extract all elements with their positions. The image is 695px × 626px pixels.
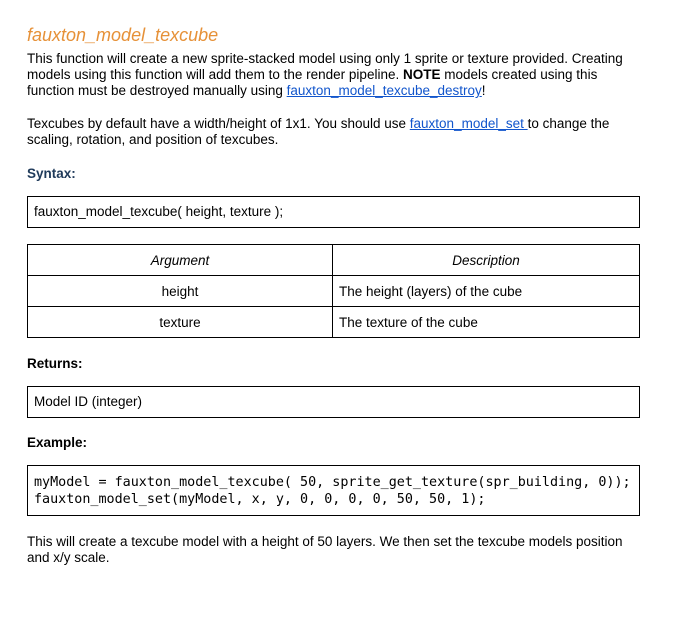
syntax-box: fauxton_model_texcube( height, texture ); [27, 196, 640, 228]
returns-heading: Returns: [27, 356, 83, 371]
example-heading: Example: [27, 435, 88, 450]
dimensions-paragraph [27, 116, 640, 148]
code-line: myModel = fauxton_model_texcube( 50, sprite_get_texture(spr_building, 0)); [34, 475, 631, 490]
intro-text-1: This function will create a new sprite-stacked model using only 1 sprite or texture provided. Creating models using this function will add them to the render pipeline. [27, 51, 623, 82]
page-title: fauxton_model_texcube [27, 25, 219, 45]
texcube-destroy-link[interactable]: fauxton_model_texcube_destroy [286, 83, 482, 98]
dimensions-text-1: Texcubes by default have a width/height of 1x1. You should use [27, 116, 410, 131]
argument-name: height [28, 276, 333, 307]
example-code-box [27, 465, 640, 516]
dimensions-text-2: to change the scaling, rotation, and position of texcubes. [27, 116, 610, 147]
intro-text-2: models created using this function must be destroyed manually using [27, 67, 598, 98]
intro-text-3: ! [481, 83, 486, 98]
arguments-table [27, 244, 640, 338]
intro-paragraph [27, 51, 640, 99]
argument-description: The texture of the cube [333, 307, 640, 338]
footer-paragraph: This will create a texcube model with a height of 50 layers. We then set the texcube models position and x/y scale. [27, 534, 623, 565]
table-row [28, 276, 640, 307]
argument-description: The height (layers) of the cube [333, 276, 640, 307]
argument-header: Argument [28, 245, 333, 276]
returns-box: Model ID (integer) [27, 386, 640, 418]
note-label: NOTE [402, 67, 441, 82]
description-header: Description [333, 245, 640, 276]
code-line: fauxton_model_set(myModel, x, y, 0, 0, 0, 0, 50, 50, 1); [34, 492, 486, 507]
model-set-link[interactable]: fauxton_model_set [409, 116, 528, 131]
syntax-heading: Syntax: [27, 166, 76, 181]
table-row [28, 307, 640, 338]
table-header-row [28, 245, 640, 276]
doc-page [27, 24, 640, 566]
argument-name: texture [28, 307, 333, 338]
